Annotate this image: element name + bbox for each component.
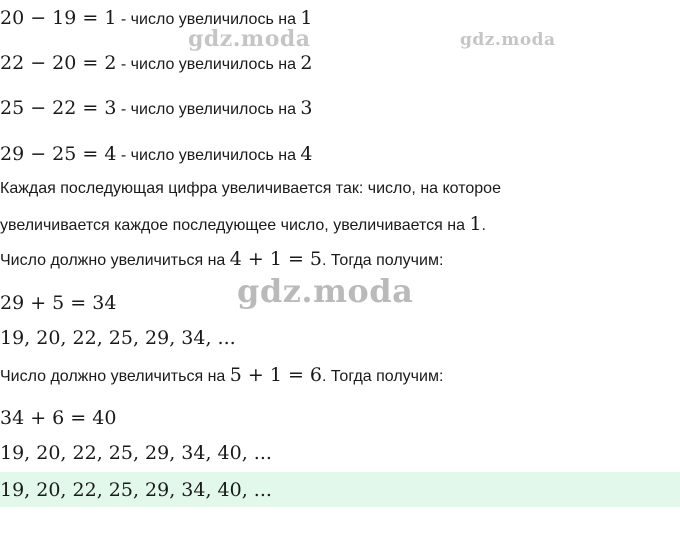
explanation-line-2: увеличивается каждое последующее число, увеличивается на 1. [0, 213, 486, 235]
step-number: 2 [300, 52, 313, 74]
step-text: - число увеличилось на [116, 56, 301, 73]
watermark: gdz.moda [460, 30, 556, 50]
answer-sequence: 19, 20, 22, 25, 29, 34, 40, ... [0, 479, 272, 501]
increase-statement: Число должно увеличиться на 4 + 1 = 5. Тогда получим: [0, 248, 444, 270]
step-expression: 29 − 25 = 4 [0, 143, 117, 165]
watermark: gdz.moda [237, 272, 414, 310]
increase-statement: Число должно увеличиться на 5 + 1 = 6. Тогда получим: [0, 364, 444, 386]
step-line [0, 54, 313, 73]
step-text: - число увеличилось на [116, 101, 301, 118]
calculation: 29 + 5 = 34 [0, 292, 117, 314]
step-number: 3 [300, 97, 313, 119]
step-expression: 25 − 22 = 3 [0, 97, 117, 119]
step-text: - число увеличилось на [116, 147, 301, 164]
step-text: - число увеличилось на [116, 11, 301, 28]
step-number: 4 [300, 143, 313, 165]
sequence: 19, 20, 22, 25, 29, 34, 40, ... [0, 442, 272, 464]
step-expression: 22 − 20 = 2 [0, 52, 117, 74]
step-line [0, 99, 313, 118]
sequence: 19, 20, 22, 25, 29, 34, ... [0, 327, 236, 349]
watermark: gdz.moda [188, 26, 311, 52]
step-expression: 20 − 19 = 1 [0, 7, 117, 29]
step-line [0, 145, 313, 164]
step-line [0, 9, 313, 28]
explanation-line-1: Каждая последующая цифра увеличивается так: число, на которое [0, 180, 501, 197]
calculation: 34 + 6 = 40 [0, 407, 117, 429]
step-number: 1 [300, 7, 313, 29]
